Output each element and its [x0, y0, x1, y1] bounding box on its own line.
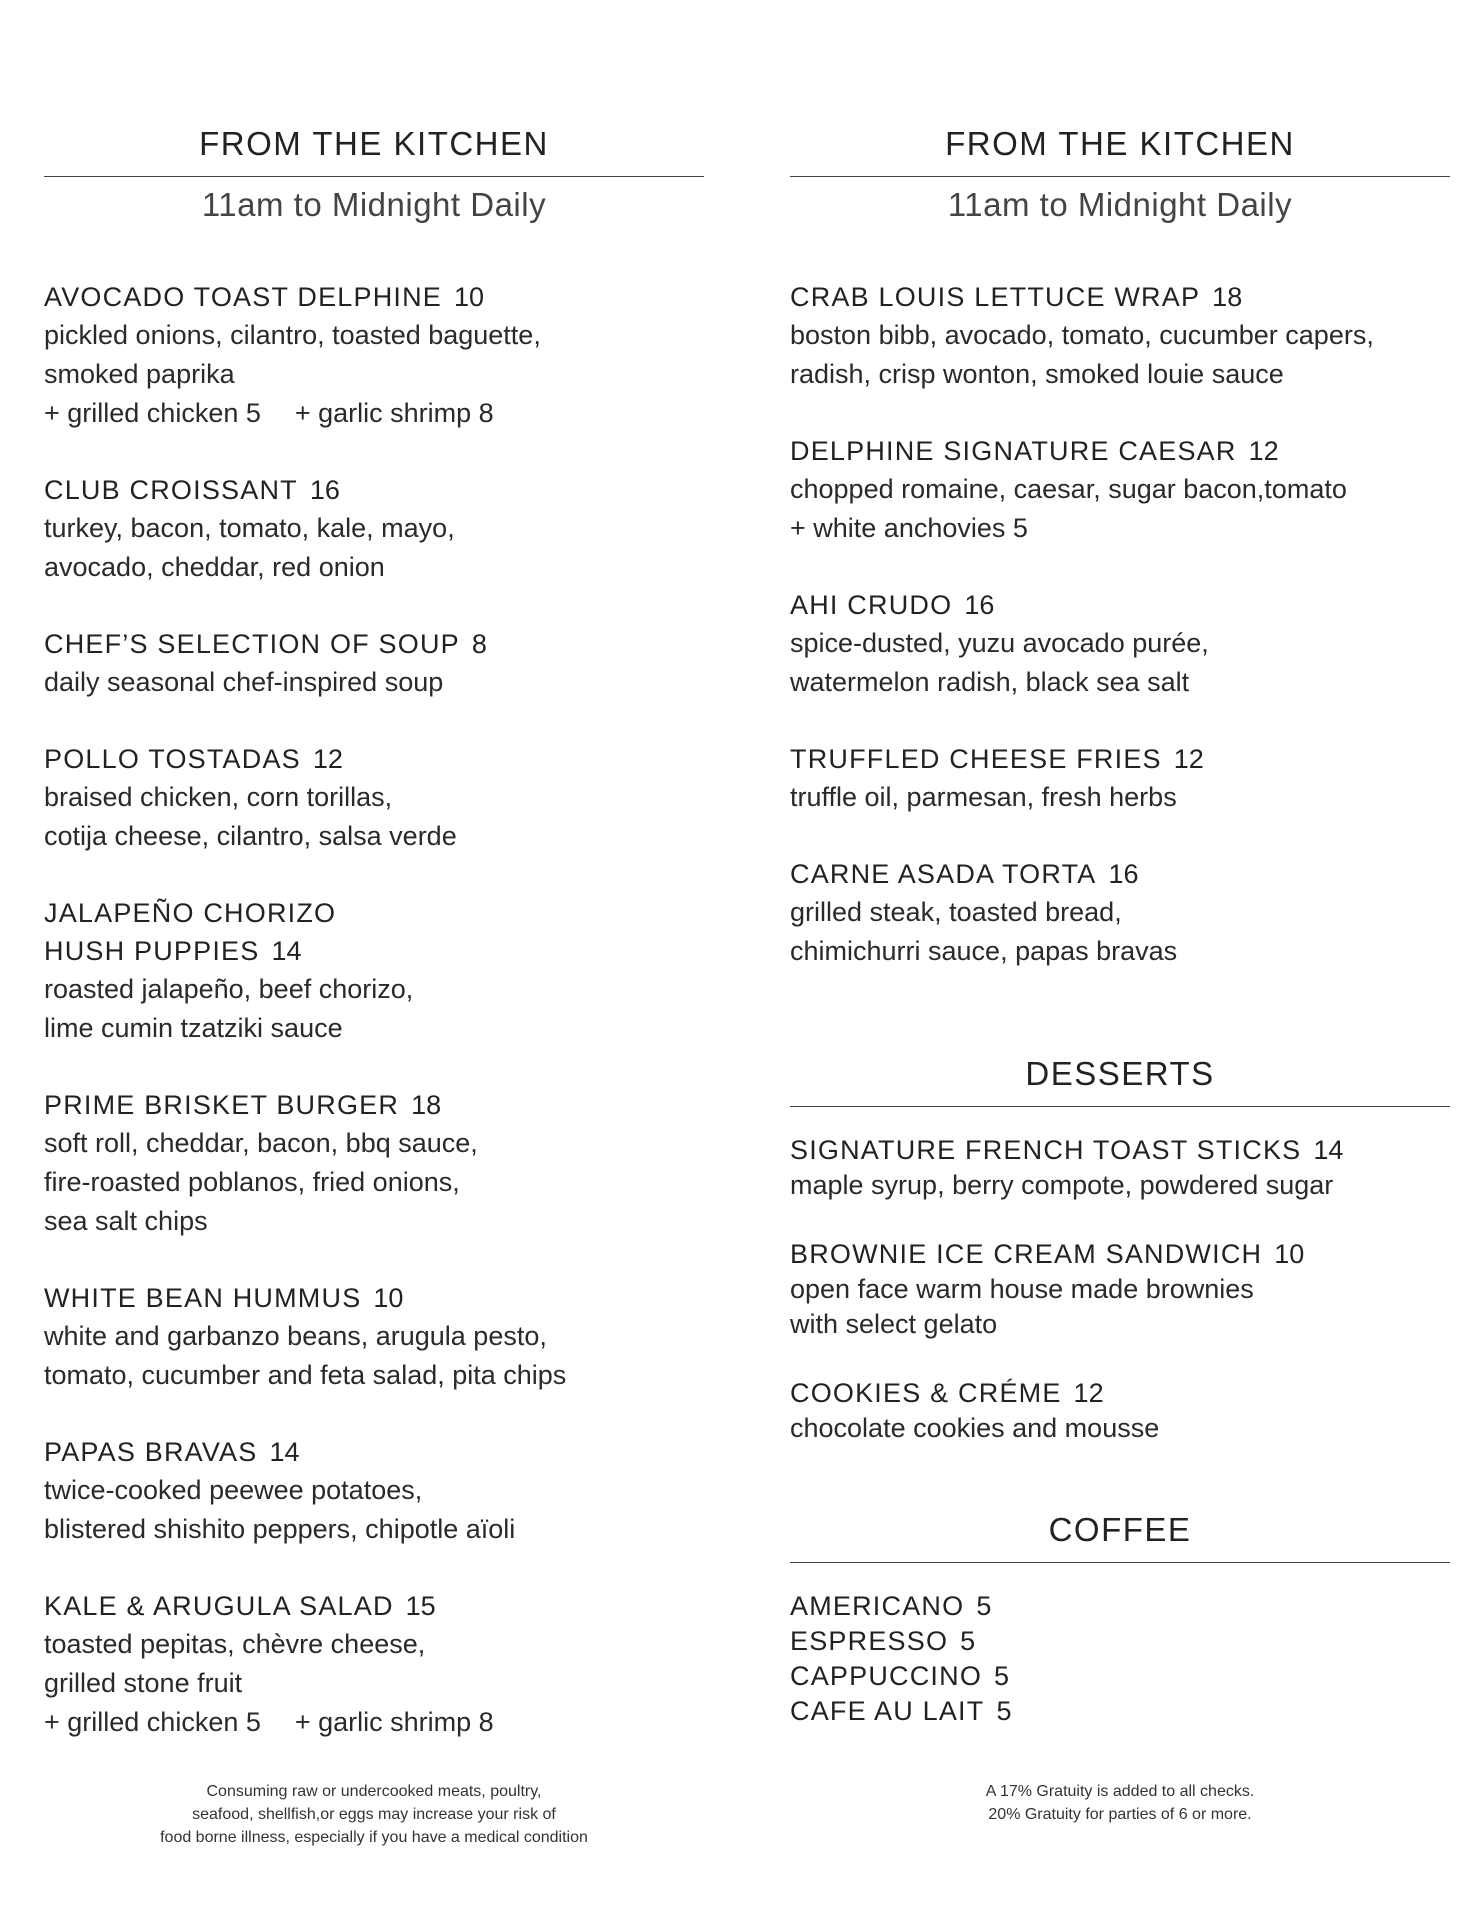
item-description: chocolate cookies and mousse	[790, 1413, 1160, 1443]
item-price: 18	[411, 1090, 442, 1120]
coffee-section	[790, 1510, 1450, 1729]
kitchen-section-heading: FROM THE KITCHEN	[790, 124, 1450, 177]
addon-option: + garlic shrimp 8	[294, 1707, 494, 1737]
item-name: AHI CRUDO	[790, 590, 953, 620]
item-price: 5	[960, 1626, 976, 1656]
item-description: white and garbanzo beans, arugula pesto, tomato, cucumber and feta salad, pita chips	[44, 1321, 567, 1390]
menu-item	[790, 855, 1450, 971]
item-description: toasted pepitas, chèvre cheese, grilled stone fruit	[44, 1629, 426, 1698]
coffee-item	[790, 1624, 1450, 1659]
item-name: TRUFFLED CHEESE FRIES	[790, 744, 1162, 774]
item-price: 12	[312, 744, 343, 774]
item-name: PRIME BRISKET BURGER	[44, 1090, 400, 1120]
item-price: 5	[994, 1661, 1010, 1691]
item-price: 10	[454, 282, 485, 312]
left-menu-items	[44, 278, 704, 1780]
item-name: CRAB LOUIS LETTUCE WRAP	[790, 282, 1201, 312]
item-description: braised chicken, corn torillas, cotija cheese, cilantro, salsa verde	[44, 782, 457, 851]
dessert-item	[790, 1133, 1450, 1203]
item-name: CAFE AU LAIT	[790, 1696, 985, 1726]
kitchen-hours: 11am to Midnight Daily	[947, 186, 1293, 223]
item-price: 8	[471, 629, 487, 659]
menu-item	[44, 278, 704, 433]
item-description: daily seasonal chef-inspired soup	[44, 667, 444, 697]
item-description: twice-cooked peewee potatoes, blistered shishito peppers, chipotle aïoli	[44, 1475, 516, 1544]
gratuity-notice: A 17% Gratuity is added to all checks. 20% Gratuity for parties of 6 or more.	[985, 1783, 1255, 1823]
item-name: WHITE BEAN HUMMUS	[44, 1283, 362, 1313]
addon-option: + grilled chicken 5	[44, 398, 261, 428]
item-price: 14	[1313, 1135, 1344, 1165]
menu-item	[790, 586, 1450, 702]
item-description: grilled steak, toasted bread, chimichurri sauce, papas bravas	[790, 897, 1178, 966]
item-price: 12	[1073, 1378, 1104, 1408]
item-addons	[44, 1703, 704, 1742]
item-description: chopped romaine, caesar, sugar bacon,tomato + white anchovies 5	[790, 474, 1347, 543]
addon-option: + grilled chicken 5	[44, 1707, 261, 1737]
menu-item	[44, 625, 704, 702]
menu-item	[44, 1086, 704, 1241]
item-name: AVOCADO TOAST DELPHINE	[44, 282, 443, 312]
item-description: turkey, bacon, tomato, kale, mayo, avocado, cheddar, red onion	[44, 513, 455, 582]
menu-item	[790, 432, 1450, 548]
item-name: BROWNIE ICE CREAM SANDWICH	[790, 1239, 1263, 1269]
menu-item	[44, 894, 704, 1048]
item-price: 10	[373, 1283, 404, 1313]
item-price: 16	[309, 475, 340, 505]
item-price: 5	[996, 1696, 1012, 1726]
right-menu-items	[790, 278, 1450, 1009]
item-name: CHEF’S SELECTION OF SOUP	[44, 629, 460, 659]
item-price: 16	[1108, 859, 1139, 889]
item-price: 15	[405, 1591, 436, 1621]
item-price: 16	[964, 590, 995, 620]
item-description: truffle oil, parmesan, fresh herbs	[790, 782, 1177, 812]
item-name: DELPHINE SIGNATURE CAESAR	[790, 436, 1237, 466]
item-price: 18	[1212, 282, 1243, 312]
coffee-heading: COFFEE	[790, 1510, 1450, 1563]
coffee-item	[790, 1694, 1450, 1729]
desserts-heading: DESSERTS	[790, 1054, 1450, 1107]
coffee-item	[790, 1659, 1450, 1694]
menu-item	[790, 740, 1450, 817]
item-description: pickled onions, cilantro, toasted baguette, smoked paprika	[44, 320, 541, 389]
item-addons	[44, 394, 704, 433]
menu-item	[44, 1587, 704, 1742]
item-name: ESPRESSO	[790, 1626, 949, 1656]
item-price: 14	[269, 1437, 300, 1467]
coffee-item	[790, 1589, 1450, 1624]
item-name: POLLO TOSTADAS	[44, 744, 301, 774]
item-name-line: JALAPEÑO CHORIZO	[44, 898, 337, 928]
menu-item	[44, 471, 704, 587]
item-price: 12	[1173, 744, 1204, 774]
item-name: PAPAS BRAVAS	[44, 1437, 258, 1467]
desserts-section	[790, 1054, 1450, 1480]
item-name: HUSH PUPPIES	[44, 936, 260, 966]
item-description: boston bibb, avocado, tomato, cucumber capers, radish, crisp wonton, smoked louie sauce	[790, 320, 1374, 389]
item-name: CAPPUCCINO	[790, 1661, 983, 1691]
food-safety-notice: Consuming raw or undercooked meats, poultry, seafood, shellfish,or eggs may increase your risk of food borne illness, especially if you have a medical condition	[160, 1783, 588, 1846]
item-name: CARNE ASADA TORTA	[790, 859, 1097, 889]
dessert-item	[790, 1376, 1450, 1446]
item-name: KALE & ARUGULA SALAD	[44, 1591, 394, 1621]
item-price: 14	[271, 936, 302, 966]
item-name: SIGNATURE FRENCH TOAST STICKS	[790, 1135, 1302, 1165]
item-name: CLUB CROISSANT	[44, 475, 298, 505]
kitchen-section-heading: FROM THE KITCHEN	[44, 124, 704, 177]
menu-item	[790, 278, 1450, 394]
item-description: soft roll, cheddar, bacon, bbq sauce, fire-roasted poblanos, fried onions, sea salt chips	[44, 1128, 478, 1236]
item-description: maple syrup, berry compote, powdered sugar	[790, 1170, 1334, 1200]
dessert-item	[790, 1237, 1450, 1342]
item-price: 10	[1274, 1239, 1305, 1269]
menu-item	[44, 1433, 704, 1549]
menu-item	[44, 1279, 704, 1395]
item-price: 12	[1248, 436, 1279, 466]
item-name: AMERICANO	[790, 1591, 965, 1621]
item-description: spice-dusted, yuzu avocado purée, watermelon radish, black sea salt	[790, 628, 1209, 697]
item-description: open face warm house made brownies with select gelato	[790, 1274, 1254, 1339]
kitchen-hours: 11am to Midnight Daily	[201, 186, 547, 223]
menu-item	[44, 740, 704, 856]
item-price: 5	[976, 1591, 992, 1621]
item-name: COOKIES & CRÉME	[790, 1378, 1062, 1408]
addon-option: + garlic shrimp 8	[294, 398, 494, 428]
item-description: roasted jalapeño, beef chorizo, lime cumin tzatziki sauce	[44, 974, 414, 1043]
